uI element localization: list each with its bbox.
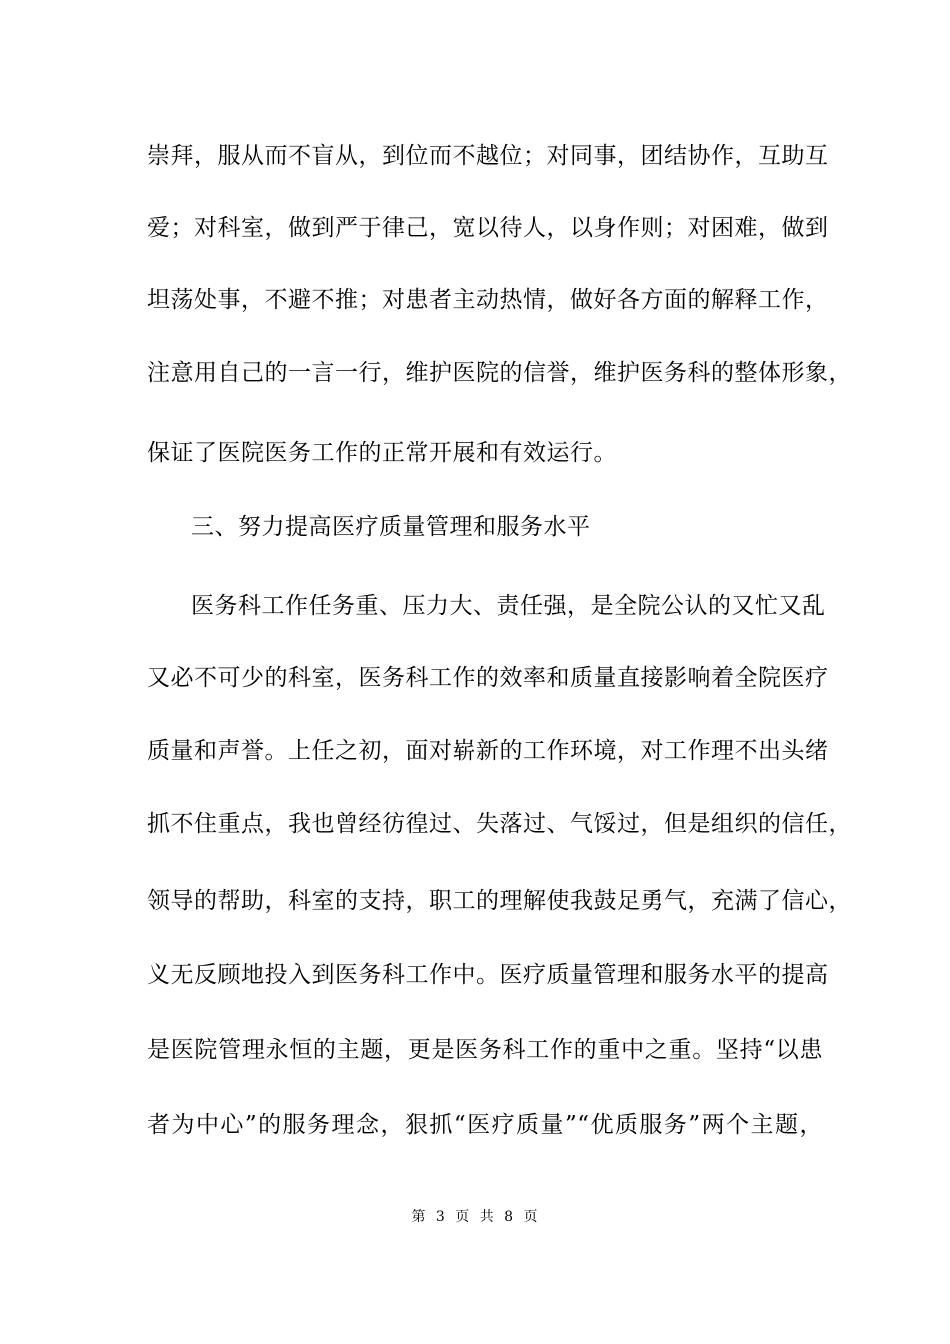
total-pages-number: 8 <box>504 1209 515 1225</box>
footer-page-label: 页 <box>455 1209 471 1225</box>
body-text-line: 爱；对科室，做到严于律己，宽以待人，以身作则；对困难，做到 <box>147 215 829 241</box>
body-text-line: 注意用自己的一言一行，维护医院的信誉，维护医务科的整体形象， <box>147 360 852 386</box>
body-text-line: 义无反顾地投入到医务科工作中。医疗质量管理和服务水平的提高 <box>147 962 829 988</box>
body-text-line: 崇拜，服从而不盲从，到位而不越位；对同事，团结协作，互助互 <box>147 143 829 169</box>
footer-prefix: 第 <box>411 1209 427 1225</box>
body-text-line: 抓不住重点，我也曾经彷徨过、失落过、气馁过，但是组织的信任， <box>147 811 852 837</box>
body-text-line: 又必不可少的科室，医务科工作的效率和质量直接影响着全院医疗 <box>147 665 829 691</box>
footer-total-label: 共 <box>479 1209 495 1225</box>
body-text-line: 质量和声誉。上任之初，面对崭新的工作环境，对工作理不出头绪 <box>147 738 829 764</box>
section-heading: 三、努力提高医疗质量管理和服务水平 <box>191 514 591 540</box>
body-text-line: 领导的帮助，科室的支持，职工的理解使我鼓足勇气，充满了信心， <box>147 888 852 914</box>
body-text-line: 保证了医院医务工作的正常开展和有效运行。 <box>147 440 617 466</box>
page-footer <box>0 1207 950 1227</box>
body-text-line: 医务科工作任务重、压力大、责任强，是全院公认的又忙又乱 <box>191 593 826 619</box>
body-text-line: 坦荡处事，不避不推；对患者主动热情，做好各方面的解释工作， <box>147 287 829 313</box>
body-text-line: 者为中心”的服务理念，狠抓“医疗质量”“优质服务”两个主题， <box>147 1112 823 1138</box>
footer-suffix: 页 <box>523 1209 539 1225</box>
body-text-line: 是医院管理永恒的主题，更是医务科工作的重中之重。坚持“以患 <box>147 1037 823 1063</box>
current-page-number: 3 <box>435 1209 446 1225</box>
